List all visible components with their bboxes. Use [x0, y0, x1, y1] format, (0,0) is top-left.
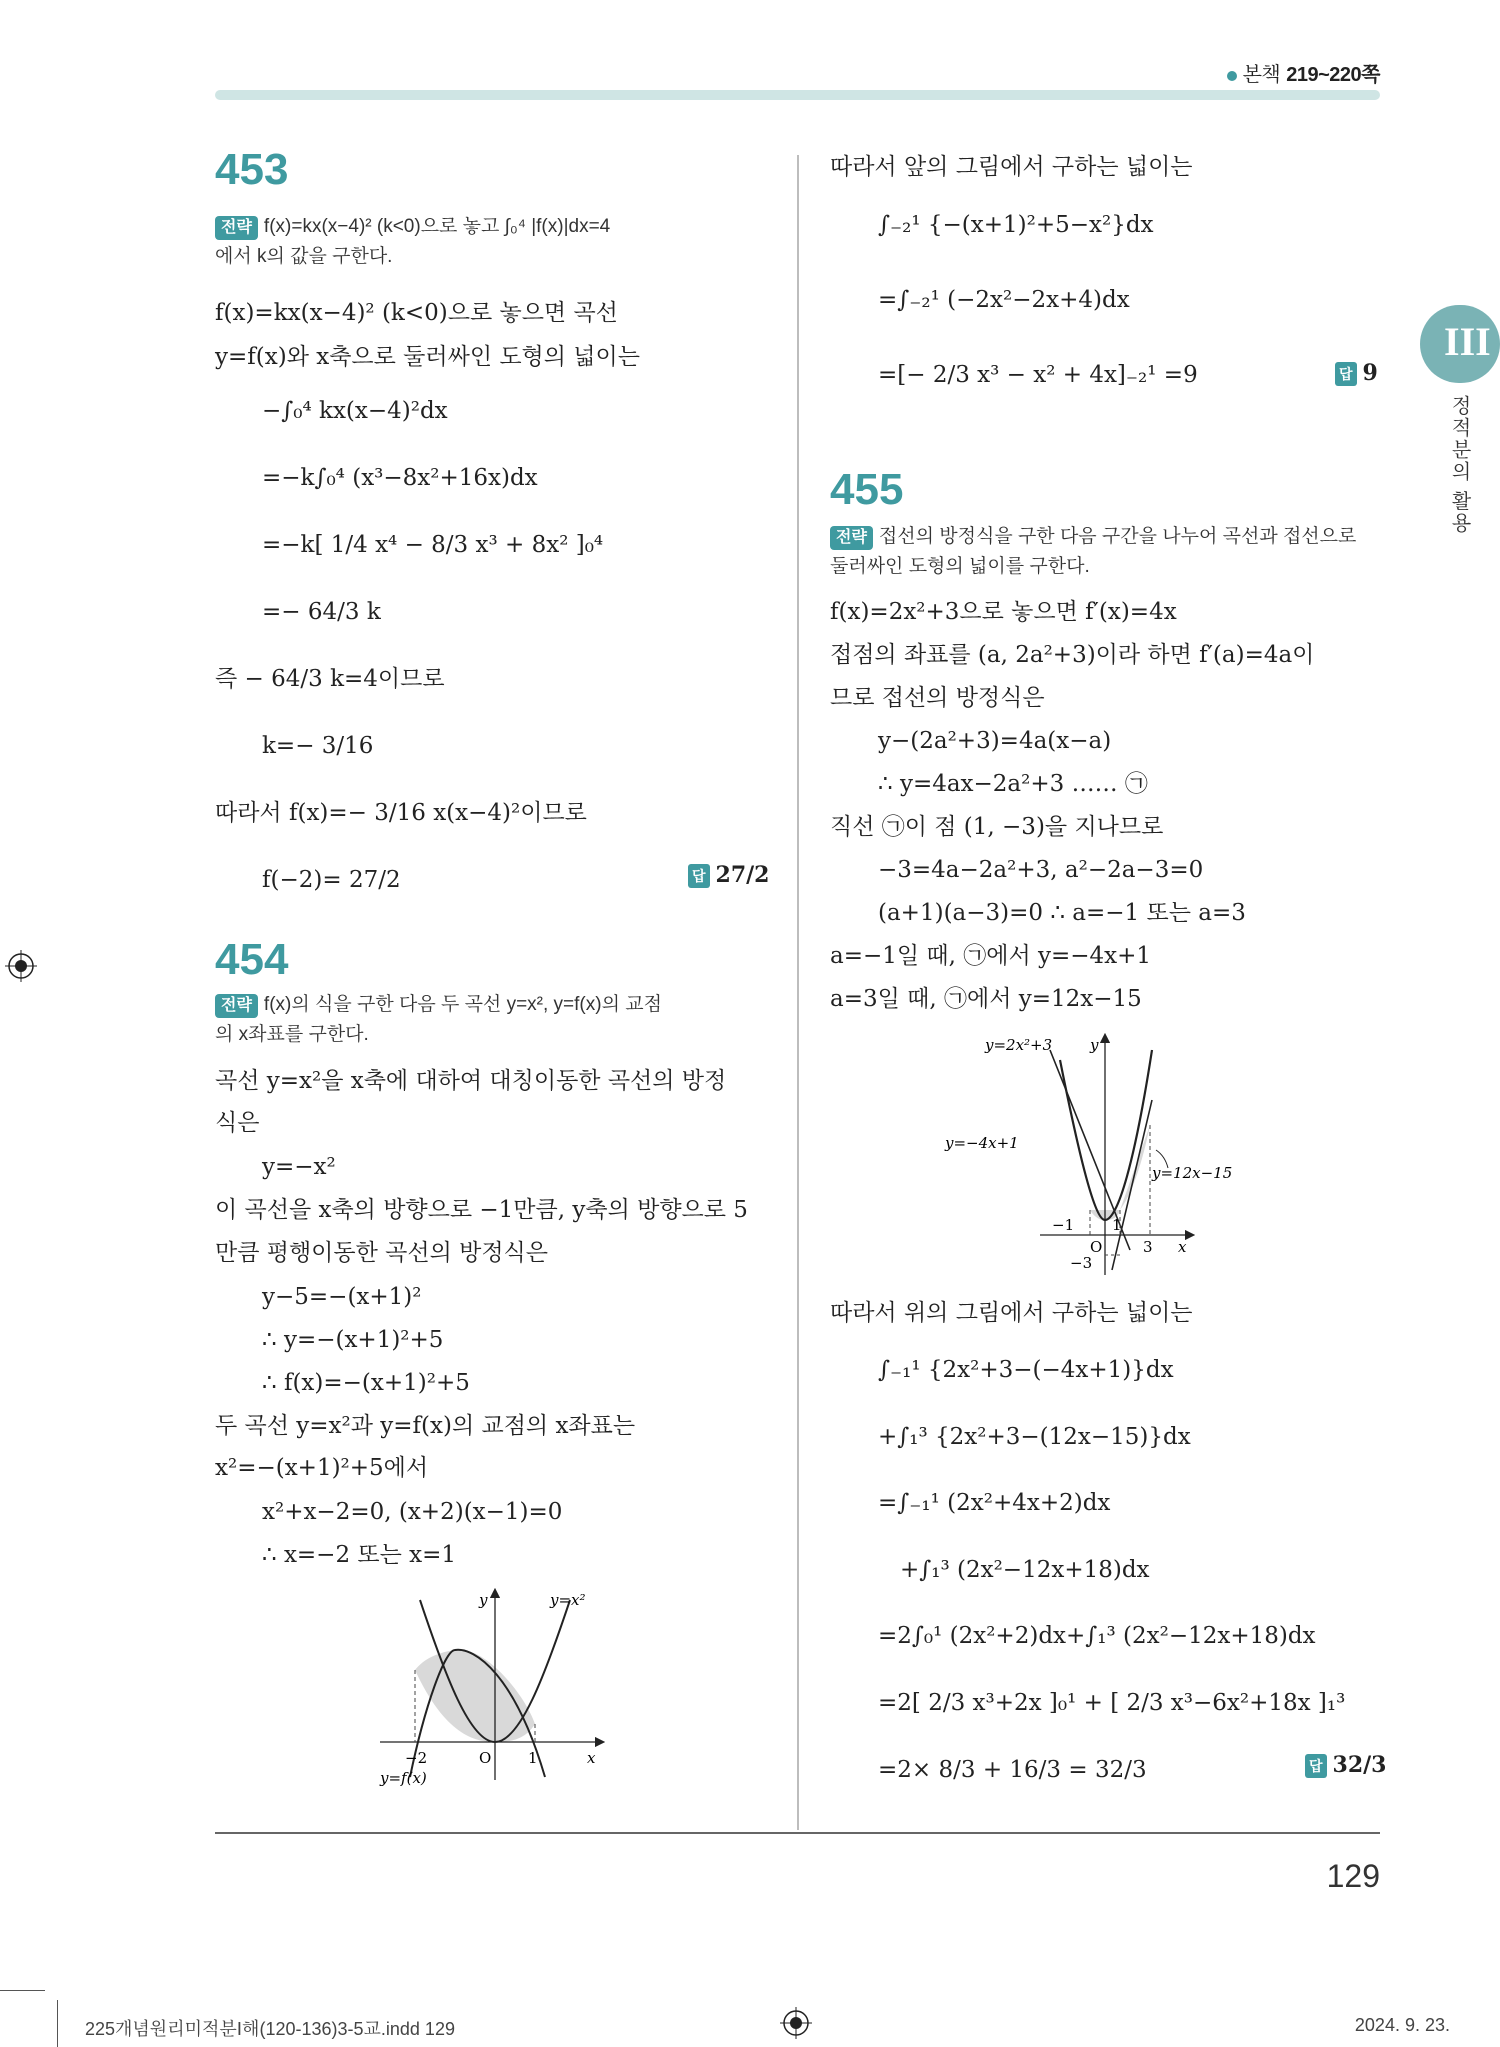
top-decorative-bar [215, 90, 1380, 100]
y-axis-label: y [479, 1591, 488, 1609]
origin-label: O [479, 1749, 492, 1767]
page-reference [1227, 58, 1380, 87]
answer-454 [1335, 360, 1378, 386]
hint-line: 의 x좌표를 구한다. [215, 1024, 369, 1045]
reference-label: 본책 [1242, 64, 1281, 86]
solution-line: ∴ y=−(x+1)²+5 [262, 1327, 444, 1353]
solution-line: +∫₁³ (2x²−12x+18)dx [900, 1557, 1150, 1583]
solution-line: =∫₋₂¹ (−2x²−2x+4)dx [878, 287, 1130, 313]
solution-line: =−k[ 1/4 x⁴ − 8/3 x³ + 8x² ]₀⁴ [262, 532, 604, 558]
solution-line: 즉 − 64/3 k=4이므로 [215, 666, 445, 692]
solution-line: ∴ x=−2 또는 x=1 [262, 1542, 457, 1568]
answer-badge: 답 [1305, 1754, 1327, 1778]
column-divider [797, 155, 799, 1830]
solution-line: ∴ f(x)=−(x+1)²+5 [262, 1370, 470, 1396]
hint-badge: 전략 [830, 526, 873, 550]
solution-line: x²+x−2=0, (x+2)(x−1)=0 [262, 1499, 563, 1525]
solution-line: a=−1일 때, ㉠에서 y=−4x+1 [830, 943, 1152, 969]
bullet-dot-icon [1227, 71, 1237, 81]
solution-line: +∫₁³ {2x²+3−(12x−15)}dx [878, 1424, 1191, 1450]
solution-line: 이 곡선을 x축의 방향으로 −1만큼, y축의 방향으로 5 [215, 1197, 748, 1223]
problem-number-453: 453 [215, 145, 289, 194]
hint-454 [215, 990, 785, 1050]
problem-number-455: 455 [830, 465, 904, 514]
solution-line: y−5=−(x+1)² [262, 1284, 422, 1310]
solution-line: f(−2)= 27/2 [262, 867, 401, 893]
footer-date: 2024. 9. 23. [1354, 2015, 1450, 2035]
line1-label: y=−4x+1 [945, 1134, 1019, 1152]
tick-label: 1 [1112, 1216, 1122, 1234]
answer-453 [688, 862, 770, 888]
tick-label: 1 [528, 1749, 538, 1767]
hint-badge: 전략 [215, 994, 258, 1018]
solution-line: 곡선 y=x²을 x축에 대하여 대칭이동한 곡선의 방정 [215, 1068, 727, 1094]
hint-line: f(x)의 식을 구한 다음 두 곡선 y=x², y=f(x)의 교점 [263, 994, 662, 1015]
registration-mark-icon [780, 2007, 812, 2039]
solution-line: x²=−(x+1)²+5에서 [215, 1455, 429, 1481]
hint-line: 둘러싸인 도형의 넓이를 구한다. [830, 556, 1090, 577]
hint-453 [215, 212, 785, 272]
curve1-label: y=x² [550, 1591, 586, 1609]
registration-mark-icon [5, 950, 37, 982]
answer-value: 27/2 [715, 862, 770, 888]
solution-line: =2[ 2/3 x³+2x ]₀¹ + [ 2/3 x³−6x²+18x ]₁³ [878, 1690, 1346, 1716]
solution-line: =−k∫₀⁴ (x³−8x²+16x)dx [262, 465, 538, 491]
solution-line: f(x)=kx(x−4)² (k<0)으로 놓으면 곡선 [215, 300, 618, 326]
solution-line: 따라서 앞의 그림에서 구하는 넓이는 [830, 154, 1193, 180]
hint-line: f(x)=kx(x−4)² (k<0)으로 놓고 ∫₀⁴ |f(x)|dx=4 [263, 216, 611, 237]
page-number: 129 [1326, 1858, 1380, 1894]
solution-line: =− 64/3 k [262, 599, 381, 625]
solution-line: (a+1)(a−3)=0 ∴ a=−1 또는 a=3 [878, 900, 1246, 926]
y-axis-label: y [1090, 1036, 1099, 1054]
graph-454 [375, 1585, 615, 1785]
tick-label: −2 [405, 1749, 428, 1767]
curve-label: y=2x²+3 [985, 1036, 1053, 1054]
crop-mark [0, 1990, 45, 1991]
solution-line: a=3일 때, ㉠에서 y=12x−15 [830, 986, 1142, 1012]
solution-line: k=− 3/16 [262, 733, 374, 759]
solution-line: ∫₋₂¹ {−(x+1)²+5−x²}dx [878, 212, 1154, 238]
solution-line: y=−x² [262, 1154, 336, 1180]
solution-line: 따라서 f(x)=− 3/16 x(x−4)²이므로 [215, 800, 587, 826]
hint-line: 에서 k의 값을 구한다. [215, 246, 393, 267]
solution-line: −∫₀⁴ kx(x−4)²dx [262, 398, 448, 424]
line2-label: y=12x−15 [1152, 1164, 1233, 1182]
solution-line: −3=4a−2a²+3, a²−2a−3=0 [878, 857, 1204, 883]
answer-value: 32/3 [1332, 1752, 1387, 1778]
solution-line: 만큼 평행이동한 곡선의 방정식은 [215, 1240, 548, 1266]
solution-line: 식은 [215, 1110, 260, 1136]
tick-label: −3 [1070, 1254, 1093, 1272]
x-axis-label: x [1178, 1238, 1187, 1256]
solution-line: ∴ y=4ax−2a²+3 …… ㉠ [878, 771, 1148, 797]
curve2-label: y=f(x) [380, 1769, 427, 1787]
solution-line: f(x)=2x²+3으로 놓으면 f′(x)=4x [830, 599, 1177, 625]
footer-file: 225개념원리미적분Ⅰ해(120-136)3-5교.indd 129 [85, 2019, 455, 2039]
solution-line: 므로 접선의 방정식은 [830, 685, 1045, 711]
answer-badge: 답 [1335, 362, 1357, 386]
solution-line: ∫₋₁¹ {2x²+3−(−4x+1)}dx [878, 1357, 1174, 1383]
answer-badge: 답 [688, 864, 710, 888]
solution-line: =2× 8/3 + 16/3 = 32/3 [878, 1757, 1147, 1783]
solution-line: y−(2a²+3)=4a(x−a) [878, 728, 1112, 754]
problem-number-454: 454 [215, 935, 289, 984]
chapter-title: 정적분의 활용 [1448, 395, 1470, 535]
tick-label: 3 [1143, 1238, 1153, 1256]
solution-line: 직선 ㉠이 점 (1, −3)을 지나므로 [830, 814, 1164, 840]
solution-line: =2∫₀¹ (2x²+2)dx+∫₁³ (2x²−12x+18)dx [878, 1623, 1316, 1649]
hint-badge: 전략 [215, 216, 258, 240]
crop-mark [57, 2000, 58, 2047]
reference-pages: 219~220쪽 [1286, 64, 1380, 86]
answer-455 [1305, 1752, 1387, 1778]
solution-line: =∫₋₁¹ (2x²+4x+2)dx [878, 1490, 1111, 1516]
answer-value: 9 [1362, 360, 1378, 386]
origin-label: O [1090, 1238, 1103, 1256]
chapter-numeral: III [1444, 319, 1491, 364]
solution-line: 따라서 위의 그림에서 구하는 넓이는 [830, 1300, 1193, 1326]
solution-line: 접점의 좌표를 (a, 2a²+3)이라 하면 f′(a)=4a이 [830, 642, 1315, 668]
curve-parabola [1060, 1050, 1152, 1220]
bottom-rule [215, 1832, 1380, 1834]
solution-line: =[− 2/3 x³ − x² + 4x]₋₂¹ =9 [878, 362, 1198, 388]
solution-line: 두 곡선 y=x²과 y=f(x)의 교점의 x좌표는 [215, 1413, 636, 1439]
solution-line: y=f(x)와 x축으로 둘러싸인 도형의 넓이는 [215, 344, 640, 370]
graph-455 [940, 1030, 1270, 1280]
x-axis-label: x [587, 1749, 596, 1767]
hint-line: 접선의 방정식을 구한 다음 구간을 나누어 곡선과 접선으로 [878, 526, 1357, 547]
tick-label: −1 [1052, 1216, 1075, 1234]
hint-455 [830, 522, 1390, 582]
